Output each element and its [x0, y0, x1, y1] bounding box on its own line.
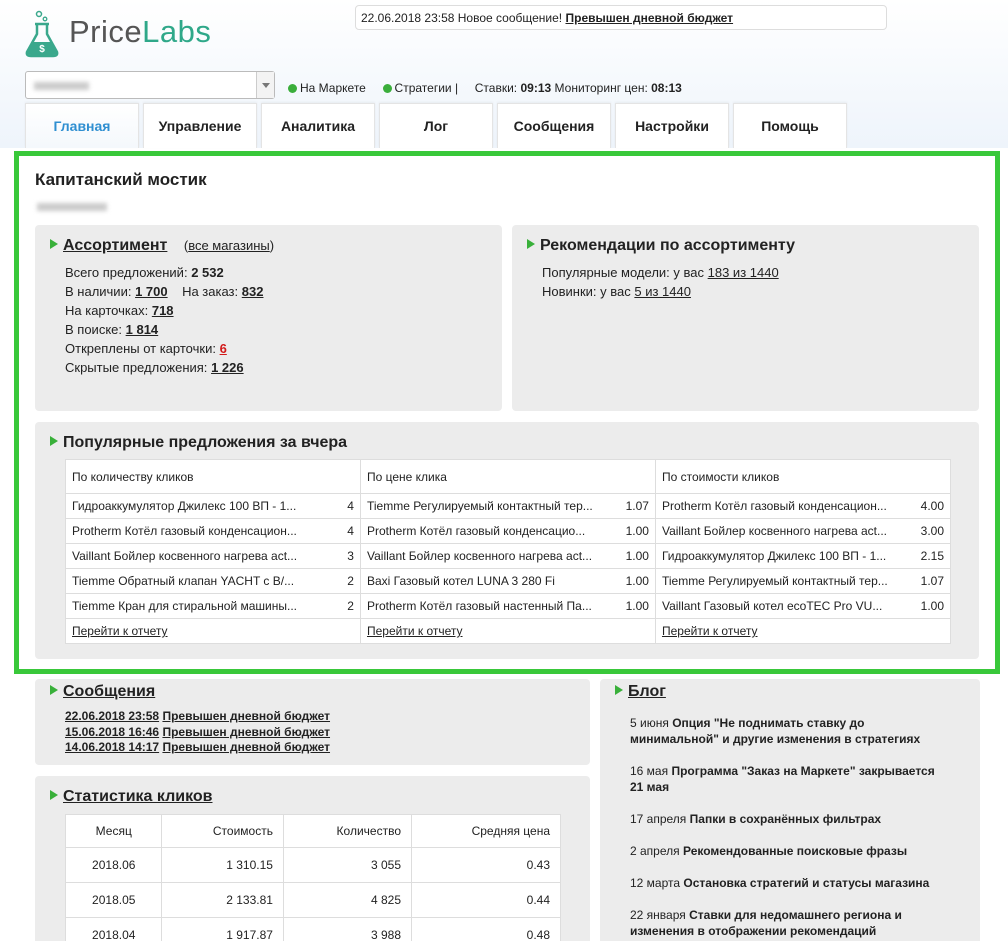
- list-item[interactable]: 14.06.2018 14:17 Превышен дневной бюджет: [65, 740, 331, 754]
- bullet-arrow-icon: [527, 239, 535, 249]
- header: [0, 0, 1008, 148]
- popular-offers-panel: [35, 422, 979, 659]
- col-header-click-price: По цене клика: [360, 460, 655, 494]
- logo-text: PriceLabs: [69, 14, 212, 49]
- bullet-arrow-icon: [615, 685, 623, 695]
- list-item[interactable]: 16 мая Программа "Заказ на Маркете" закрывается 21 мая: [630, 764, 935, 794]
- recommendations-panel: [512, 225, 979, 411]
- in-stock-link[interactable]: 1 700: [135, 284, 168, 299]
- monitor-time: 08:13: [651, 81, 682, 95]
- click-stats-panel: [35, 776, 590, 941]
- store-subtitle-blurred: [37, 203, 107, 211]
- bullet-arrow-icon: [50, 790, 58, 800]
- notification-bar: [355, 5, 887, 30]
- list-item[interactable]: 15.06.2018 16:46 Превышен дневной бюджет: [65, 724, 331, 739]
- messages-list: [65, 709, 330, 756]
- assortment-link[interactable]: Ассортимент: [63, 237, 168, 254]
- status-dot-icon: [383, 84, 392, 93]
- blog-link[interactable]: Блог: [628, 683, 666, 700]
- new-models-link[interactable]: 5 из 1440: [634, 284, 691, 299]
- table-row: Protherm Котёл газовый конденсацион... 4 Protherm Котёл газовый конденсацио... 1.00 Vaillant Бойлер косвенного нагрева act... 3.00: [66, 519, 951, 544]
- col-header-click-cost: По стоимости кликов: [655, 460, 950, 494]
- in-search-link[interactable]: 1 814: [125, 322, 159, 337]
- all-stores-link[interactable]: все магазины: [188, 238, 270, 253]
- table-row: Tiemme Кран для стиральной машины... 2 Protherm Котёл газовый настенный Па... 1.00 Vaillant Газовый котел ecoTEC Pro VU... 1.00: [66, 594, 951, 619]
- notification-text: Новое сообщение!: [457, 11, 563, 25]
- assortment-stats: Всего предложений: 2 532 В наличии: 1 700 На заказ: 832 На карточках: 718 В поиске: 1 814 Откреплены от карточки: 6 Скрытые предложения: 1 226: [65, 265, 264, 375]
- bullet-arrow-icon: [50, 436, 58, 446]
- flask-icon: [24, 10, 60, 58]
- popular-offers-title: Популярные предложения за вчера: [63, 434, 348, 451]
- list-item[interactable]: 2 апреля Рекомендованные поисковые фразы: [630, 844, 908, 858]
- logo[interactable]: [24, 10, 224, 60]
- chevron-down-icon[interactable]: [256, 72, 274, 98]
- tab-management[interactable]: Управление: [143, 103, 257, 148]
- list-item[interactable]: 17 апреля Папки в сохранённых фильтрах: [630, 812, 882, 826]
- on-cards-link[interactable]: 718: [151, 303, 174, 318]
- recommendations-title: Рекомендации по ассортименту: [540, 237, 796, 254]
- store-select[interactable]: [25, 71, 275, 99]
- report-link-click-cost[interactable]: Перейти к отчету: [661, 624, 758, 638]
- tab-analytics[interactable]: Аналитика: [261, 103, 375, 148]
- blog-list: [630, 715, 950, 941]
- status-market: На Маркете: [300, 81, 366, 95]
- on-order-link[interactable]: 832: [241, 284, 264, 299]
- assortment-panel: Ассортимент (все магазины) Всего предложений: 2 532 В наличии: 1 700 На заказ: 832 На карточках: 718 В поиске: 1 814 Откреплены от карточки: 6 Скрытые предложения: 1 226: [35, 225, 502, 411]
- blog-panel: [600, 679, 980, 941]
- messages-link[interactable]: Сообщения: [63, 683, 156, 700]
- page-title: Капитанский мостик: [35, 170, 207, 189]
- tab-settings[interactable]: Настройки: [615, 103, 729, 148]
- status-strategies: Стратегии |: [394, 81, 459, 95]
- table-row: Tiemme Обратный клапан YACHT с В/... 2 Baxi Газовый котел LUNA 3 280 Fi 1.00 Tiemme Регулируемый контактный тер... 1.07: [66, 569, 951, 594]
- table-row: Vaillant Бойлер косвенного нагрева act... 3 Vaillant Бойлер косвенного нагрева act... 1.00 Гидроаккумулятор Джилекс 100 ВП - 1... 2.15: [66, 544, 951, 569]
- list-item[interactable]: 5 июня Опция "Не поднимать ставку до минимальной" и другие изменения в стратегиях: [630, 716, 921, 746]
- click-stats-table: Месяц Стоимость Количество Средняя цена 2018.06 1 310.15 3 055 0.43 2018.05 2 133.81 4 825 0.44 2018.04 1 917.87 3 988 0.48: [65, 814, 561, 941]
- list-item[interactable]: 22.06.2018 23:58 Превышен дневной бюджет: [65, 709, 331, 723]
- detached-link[interactable]: 6: [219, 341, 227, 356]
- svg-text:$: $: [39, 44, 45, 55]
- rates-time: 09:13: [520, 81, 552, 95]
- store-name-blurred: [34, 82, 89, 90]
- tab-home[interactable]: Главная: [25, 103, 139, 148]
- table-row: 2018.04 1 917.87 3 988 0.48: [66, 918, 561, 941]
- popular-models-link[interactable]: 183 из 1440: [707, 265, 779, 280]
- recommendations-list: Популярные модели: у вас 183 из 1440 Новинки: у вас 5 из 1440: [542, 265, 779, 299]
- click-stats-link[interactable]: Статистика кликов: [63, 788, 213, 805]
- tab-messages[interactable]: Сообщения: [497, 103, 611, 148]
- tab-help[interactable]: Помощь: [733, 103, 847, 148]
- table-row: 2018.05 2 133.81 4 825 0.44: [66, 883, 561, 918]
- status-dot-icon: [288, 84, 297, 93]
- tab-log[interactable]: Лог: [379, 103, 493, 148]
- table-row: Гидроаккумулятор Джилекс 100 ВП - 1... 4 Tiemme Регулируемый контактный тер... 1.07 Protherm Котёл газовый конденсацион... 4.00: [66, 494, 951, 519]
- notification-date: 22.06.2018 23:58: [361, 11, 455, 25]
- list-item[interactable]: 22 января Ставки для недомашнего региона и изменения в отображении рекомендаций: [630, 908, 902, 938]
- report-link-click-price[interactable]: Перейти к отчету: [366, 624, 463, 638]
- report-link-clicks[interactable]: Перейти к отчету: [72, 624, 168, 638]
- col-header-clicks: По количеству кликов: [66, 460, 361, 494]
- list-item[interactable]: 12 марта Остановка стратегий и статусы магазина: [630, 876, 930, 890]
- table-row: 2018.06 1 310.15 3 055 0.43: [66, 848, 561, 883]
- hidden-offers-link[interactable]: 1 226: [211, 360, 244, 375]
- captain-bridge-section: [14, 151, 1000, 674]
- messages-panel: [35, 679, 590, 765]
- bullet-arrow-icon: [50, 239, 58, 249]
- popular-offers-table: [65, 459, 951, 644]
- total-offers: 2 532: [191, 265, 224, 280]
- bullet-arrow-icon: [50, 685, 58, 695]
- notification-link[interactable]: Превышен дневной бюджет: [565, 11, 734, 25]
- status-bar: На Маркете Стратегии | Ставки: 09:13 Мониторинг цен: 08:13: [288, 81, 682, 95]
